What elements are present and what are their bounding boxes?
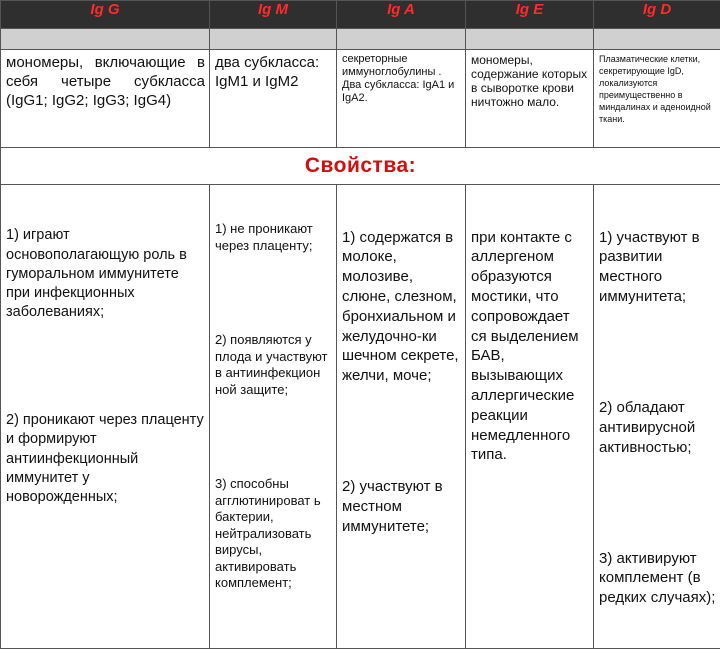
description-row bbox=[1, 50, 720, 148]
subheader-row bbox=[1, 29, 720, 50]
property-item: 1) играют основополагающую роль в гуморальном иммунитете при инфекционных заболеваниях; bbox=[6, 226, 205, 322]
header-row bbox=[1, 1, 720, 29]
properties-cell-ige bbox=[466, 185, 594, 649]
property-item: 2) участвуют в местном иммунитете; bbox=[342, 477, 461, 536]
properties-title: Свойства: bbox=[305, 154, 416, 177]
properties-cell-igg bbox=[1, 185, 210, 649]
header-igd: Ig D bbox=[594, 1, 720, 29]
header-iga: Ig A bbox=[337, 1, 466, 29]
header-ige: Ig E bbox=[466, 1, 594, 29]
properties-cell-igd bbox=[594, 185, 720, 649]
properties-row bbox=[1, 185, 720, 649]
property-item: 3) активируют комплемент (в редких случаях); bbox=[599, 549, 716, 608]
properties-cell-igm bbox=[210, 185, 337, 649]
description-cell-igg bbox=[1, 50, 210, 148]
properties-cell-iga bbox=[337, 185, 466, 649]
description-igm: два субкласса: IgM1 и IgM2 bbox=[210, 50, 336, 91]
description-iga: секреторные иммуноглобулины . Два субкласса: IgA1 и IgA2. bbox=[337, 50, 465, 105]
description-cell-iga bbox=[337, 50, 466, 148]
properties-igm bbox=[210, 185, 336, 625]
property-item: 2) обладают антивирусной активностью; bbox=[599, 398, 716, 457]
properties-igg bbox=[1, 185, 209, 546]
properties-title-row bbox=[1, 148, 720, 185]
subheader-cell bbox=[337, 29, 466, 50]
properties-title-cell bbox=[1, 148, 720, 185]
header-igm: Ig M bbox=[210, 1, 337, 29]
subheader-cell bbox=[466, 29, 594, 50]
properties-igd bbox=[594, 185, 720, 648]
properties-iga bbox=[337, 185, 465, 576]
description-ige: мономеры, содержание которых в сыворотке крови ничтожно мало. bbox=[466, 50, 593, 109]
property-item: 2) проникают через плаценту и формируют антиинфекционный иммунитет у новорожденных; bbox=[6, 411, 205, 507]
subheader-cell bbox=[594, 29, 720, 50]
subheader-cell bbox=[210, 29, 337, 50]
property-item: 1) участвуют в развитии местного иммунитета; bbox=[599, 228, 716, 307]
description-cell-ige bbox=[466, 50, 594, 148]
property-item: 3) способны агглютинироват ь бактерии, нейтрализовать вирусы, активировать комплемент; bbox=[215, 476, 332, 592]
header-igg: Ig G bbox=[1, 1, 210, 29]
property-item: 2) появляются у плода и участвуют в антиинфекцион ной защите; bbox=[215, 332, 332, 398]
property-item: при контакте с аллергеном образуются мостики, что сопровождает ся выделением БАВ, вызывающих аллергические реакции немедленного типа. bbox=[471, 228, 589, 466]
property-item: 1) не проникают через плаценту; bbox=[215, 221, 332, 254]
description-cell-igm bbox=[210, 50, 337, 148]
description-igd: Плазматические клетки, секретирующие IgD, локализуются преимущественно в миндалинах и аденоидной ткани. bbox=[594, 50, 720, 125]
subheader-cell bbox=[1, 29, 210, 50]
property-item: 1) содержатся в молоке, молозиве, слюне, слезном, бронхиальном и желудочно-ки шечном секрете, желчи, моче; bbox=[342, 228, 461, 386]
properties-ige bbox=[466, 185, 593, 505]
description-igg: мономеры, включающие в себя четыре субкласса (IgG1; IgG2; IgG3; IgG4) bbox=[1, 50, 209, 110]
description-cell-igd bbox=[594, 50, 720, 148]
